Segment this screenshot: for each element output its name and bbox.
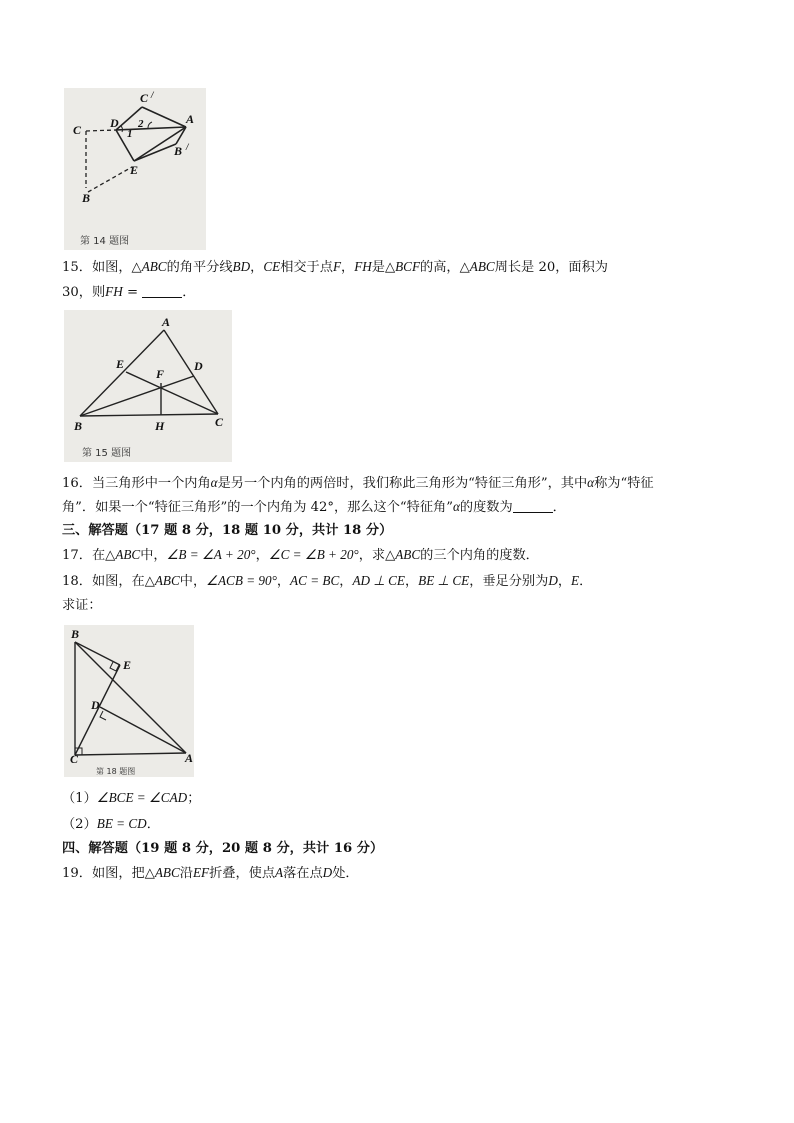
answer-blank-16[interactable] xyxy=(513,500,553,513)
question-18-prove-label: 求证： xyxy=(62,598,102,613)
fig15-label-b: B xyxy=(74,419,83,433)
answer-blank-15[interactable] xyxy=(142,285,182,298)
section-4-heading: 四、解答题（19 题 8 分，20 题 8 分，共计 16 分） xyxy=(62,841,384,856)
figure-18 xyxy=(64,625,194,777)
figure-15 xyxy=(64,310,232,462)
question-18-part-1: （1）∠BCE = ∠CAD； xyxy=(62,790,201,806)
figure-14 xyxy=(64,88,206,250)
figure-14-diagram xyxy=(64,88,206,250)
section-3-heading: 三、解答题（17 题 8 分，18 题 10 分，共计 18 分） xyxy=(62,523,393,538)
fig15-label-d: D xyxy=(194,359,203,373)
question-18-part-2: （2）BE = CD． xyxy=(62,816,160,832)
fig14-prime-mark: / xyxy=(151,90,154,100)
question-17: 17．在△ABC中，∠B = ∠A + 20°，∠C = ∠B + 20°，求△ABC的三个内角的度数． xyxy=(62,547,539,563)
fig18-caption: 第 18 题图 xyxy=(96,767,136,776)
fig18-label-b: B xyxy=(71,627,80,641)
fig14-label-c: C xyxy=(73,123,82,137)
fig15-label-a: A xyxy=(162,315,171,329)
fig15-caption: 第 15 题图 xyxy=(82,448,132,459)
figure-18-diagram xyxy=(64,625,194,777)
fig15-label-e: E xyxy=(116,357,125,371)
fig14-label-b: B xyxy=(82,191,91,205)
figure-15-diagram xyxy=(64,310,232,462)
fig14-angle-1: 1 xyxy=(127,128,133,140)
fig18-label-a: A xyxy=(185,751,194,765)
fig15-label-c: C xyxy=(215,415,224,429)
fig14-angle-2: 2 xyxy=(138,118,144,130)
fig14-label-a: A xyxy=(186,112,195,126)
question-16-line-1: 16．当三角形中一个内角α是另一个内角的两倍时，我们称此三角形为“特征三角形”，其中α称为“特征 xyxy=(62,475,654,491)
fig14-label-c-prime: C xyxy=(140,91,149,105)
question-19: 19．如图，把△ABC沿EF折叠，使点A落在点D处． xyxy=(62,865,359,881)
fig18-label-e: E xyxy=(123,658,132,672)
question-18: 18．如图，在△ABC中，∠ACB = 90°，AC = BC，AD ⊥ CE，BE ⊥ CE，垂足分别为D，E． xyxy=(62,573,593,589)
question-15-line-2: 30，则FH = ． xyxy=(62,284,196,300)
fig14-label-b-prime: B xyxy=(174,144,183,158)
question-16-line-2: 角”．如果一个“特征三角形”的一个内角为 42°，那么这个“特征角”α的度数为 ． xyxy=(62,499,566,515)
fig15-label-f: F xyxy=(156,367,165,381)
fig15-label-h: H xyxy=(155,419,165,433)
fig14-prime-mark-b: / xyxy=(186,142,189,152)
question-15-line-1: 15．如图，△ABC的角平分线BD，CE相交于点F，FH是△BCF的高，△ABC周长是 20，面积为 xyxy=(62,259,608,275)
fig18-label-d: D xyxy=(91,698,100,712)
fig14-label-d: D xyxy=(110,116,119,130)
fig14-label-e: E xyxy=(130,163,139,177)
fig14-caption: 第 14 题图 xyxy=(80,236,130,247)
fig18-label-c: C xyxy=(70,752,79,766)
